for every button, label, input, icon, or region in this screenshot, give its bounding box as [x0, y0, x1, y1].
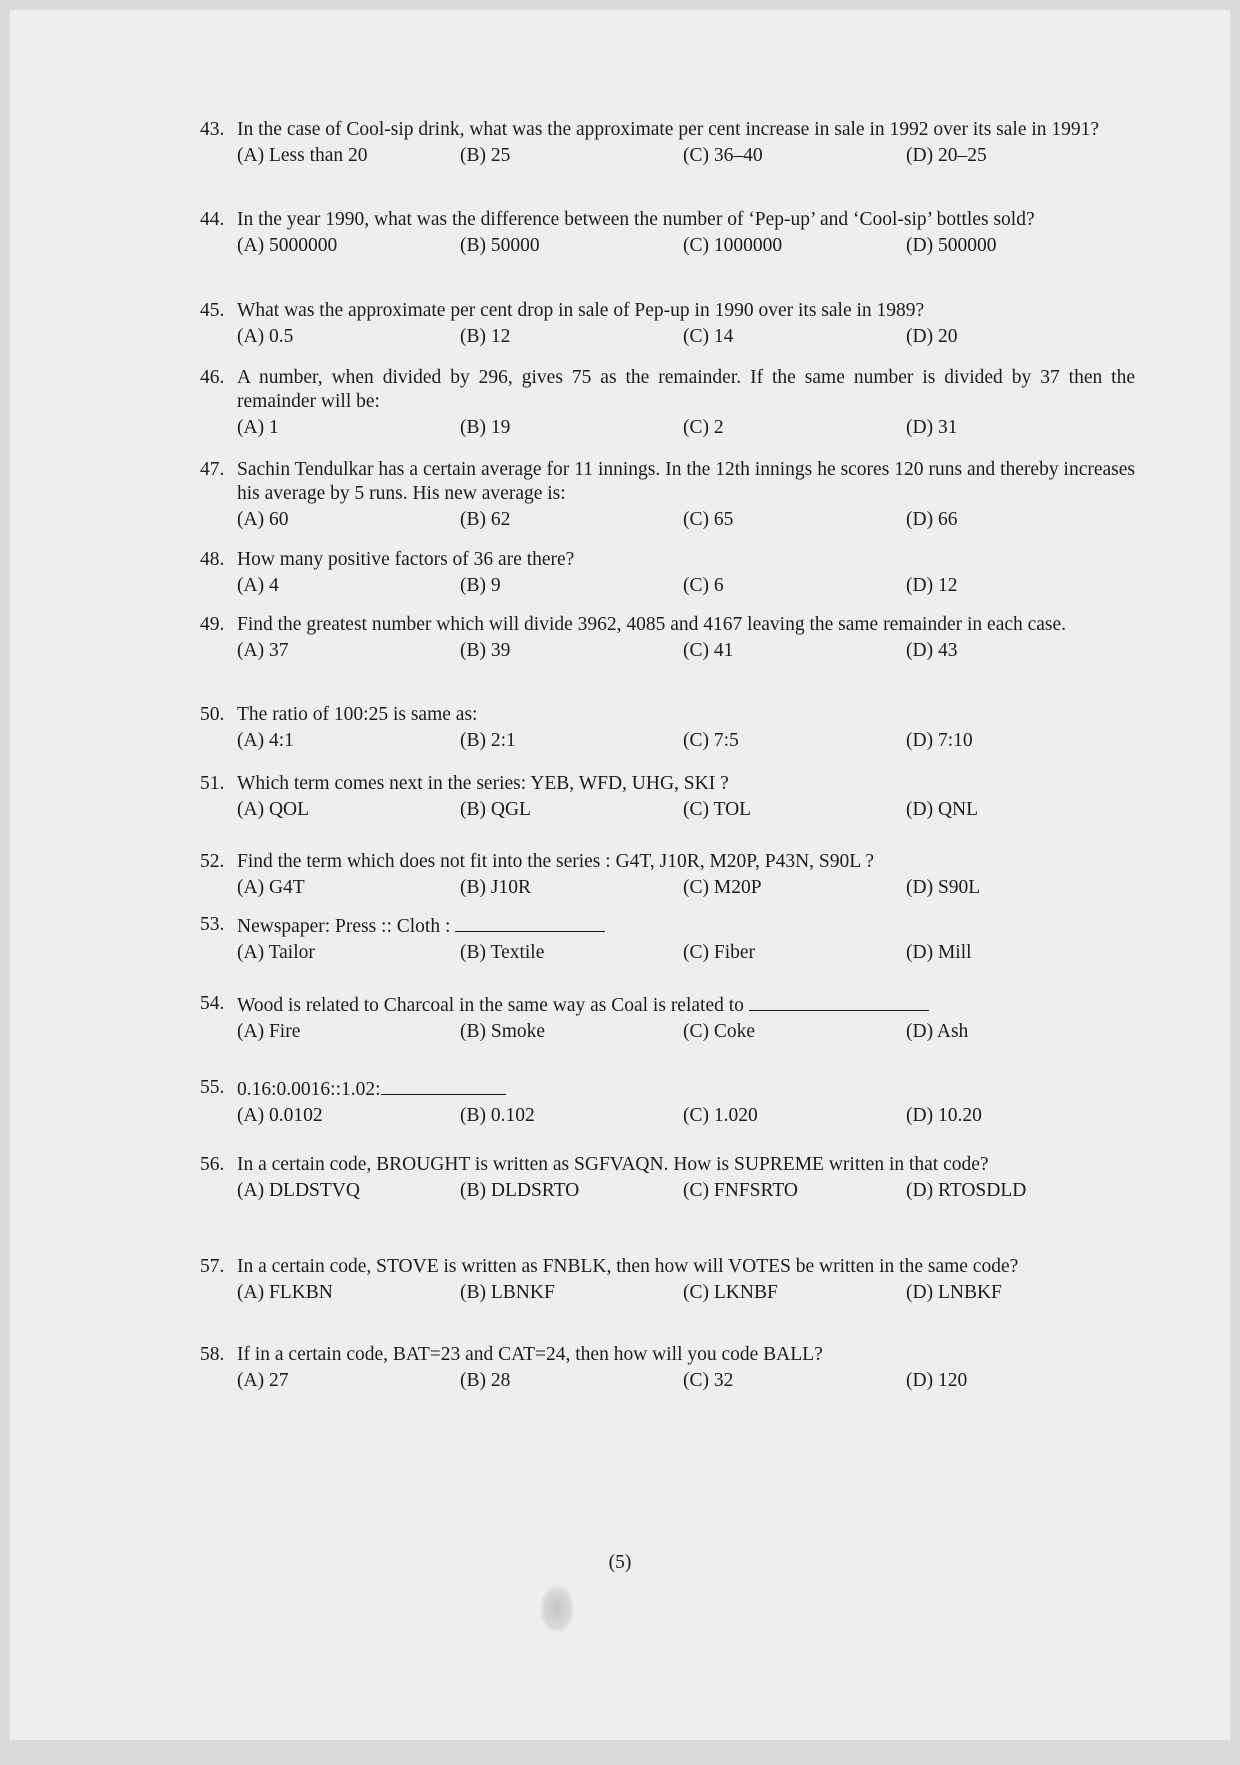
option-b: (B) 19: [460, 417, 511, 438]
question-45: [200, 299, 1135, 351]
option-b: (B) 0.102: [460, 1105, 535, 1126]
options-row: [200, 1369, 1135, 1395]
question-text: How many positive factors of 36 are there?: [237, 549, 575, 570]
question-56: [200, 1153, 1135, 1205]
question-text-content: Wood is related to Charcoal in the same way as Coal is related to: [237, 995, 744, 1016]
question-47: [200, 458, 1135, 534]
question-text: The ratio of 100:25 is same as:: [237, 704, 478, 725]
option-b: (B) Textile: [460, 942, 545, 963]
option-d: (D) 31: [906, 417, 958, 438]
options-row: [200, 1104, 1135, 1130]
question-number: 50.: [200, 704, 225, 725]
options-row: [200, 639, 1135, 665]
question-49: [200, 613, 1135, 665]
options-row: [200, 798, 1135, 824]
option-a: (A) DLDSTVQ: [237, 1180, 360, 1201]
answer-blank: [749, 992, 929, 1011]
option-c: (C) Fiber: [683, 942, 756, 963]
option-a: (A) Fire: [237, 1021, 301, 1042]
option-c: (C) 2: [683, 417, 724, 438]
question-57: [200, 1255, 1135, 1307]
question-43: [200, 118, 1135, 170]
option-b: (B) 50000: [460, 235, 540, 256]
option-a: (A) 60: [237, 509, 289, 530]
option-b: (B) Smoke: [460, 1021, 546, 1042]
question-text: [237, 913, 1135, 939]
option-d: (D) 7:10: [906, 730, 973, 751]
option-b: (B) 28: [460, 1370, 511, 1391]
option-d: (D) RTOSDLD: [906, 1180, 1027, 1201]
option-b: (B) 9: [460, 575, 501, 596]
ink-smudge: [540, 1585, 574, 1633]
option-c: (C) LKNBF: [683, 1282, 778, 1303]
option-c: (C) 32: [683, 1370, 734, 1391]
question-53: [200, 913, 1135, 967]
question-text-content: 0.16:0.0016::1.02:: [237, 1079, 381, 1100]
option-a: (A) Less than 20: [237, 145, 368, 166]
question-number: 47.: [200, 459, 225, 480]
option-a: (A) G4T: [237, 877, 305, 898]
question-text: Which term comes next in the series: YEB, WFD, UHG, SKI ?: [237, 773, 729, 794]
options-row: [200, 144, 1135, 170]
question-number: 45.: [200, 300, 225, 321]
option-b: (B) QGL: [460, 799, 531, 820]
page-number: (5): [608, 1552, 632, 1573]
option-c: (C) 6: [683, 575, 724, 596]
option-d: (D) 120: [906, 1370, 968, 1391]
option-c: (C) 7:5: [683, 730, 739, 751]
question-text: In a certain code, BROUGHT is written as SGFVAQN. How is SUPREME written in that code?: [237, 1154, 989, 1175]
option-b: (B) 2:1: [460, 730, 516, 751]
question-text: In the case of Cool-sip drink, what was the approximate per cent increase in sale in 1992 over its sale in 1991?: [237, 119, 1100, 140]
question-55: [200, 1076, 1135, 1130]
answer-blank: [381, 1076, 506, 1095]
question-number: 46.: [200, 367, 225, 388]
question-52: [200, 850, 1135, 902]
question-50: [200, 703, 1135, 755]
option-a: (A) Tailor: [237, 942, 315, 963]
option-a: (A) 4: [237, 575, 279, 596]
option-d: (D) Ash: [906, 1021, 969, 1042]
question-number: 52.: [200, 851, 225, 872]
option-c: (C) 1.020: [683, 1105, 758, 1126]
question-46: [200, 366, 1135, 442]
option-c: (C) FNFSRTO: [683, 1180, 798, 1201]
options-row: [200, 941, 1135, 967]
option-d: (D) 20: [906, 326, 958, 347]
question-number: 57.: [200, 1256, 225, 1277]
option-c: (C) 14: [683, 326, 734, 347]
question-text: Sachin Tendulkar has a certain average for 11 innings. In the 12th innings he scores 120 runs and thereby increases his average by 5 runs. His new average is:: [237, 459, 1135, 504]
question-48: [200, 548, 1135, 600]
question-number: 43.: [200, 119, 225, 140]
option-c: (C) TOL: [683, 799, 752, 820]
question-text: [237, 992, 1135, 1018]
option-b: (B) J10R: [460, 877, 531, 898]
question-text: Find the term which does not fit into the series : G4T, J10R, M20P, P43N, S90L ?: [237, 851, 874, 872]
option-a: (A) QOL: [237, 799, 310, 820]
option-a: (A) 0.0102: [237, 1105, 323, 1126]
options-row: [200, 1020, 1135, 1046]
question-text: In the year 1990, what was the difference between the number of ‘Pep-up’ and ‘Cool-sip’ bottles sold?: [237, 209, 1035, 230]
option-d: (D) 10.20: [906, 1105, 982, 1126]
option-b: (B) DLDSRTO: [460, 1180, 580, 1201]
option-b: (B) 12: [460, 326, 511, 347]
question-text: In a certain code, STOVE is written as FNBLK, then how will VOTES be written in the same code?: [237, 1256, 1019, 1277]
option-b: (B) 25: [460, 145, 511, 166]
option-a: (A) 4:1: [237, 730, 294, 751]
option-d: (D) 500000: [906, 235, 997, 256]
question-number: 51.: [200, 773, 225, 794]
exam-page: [10, 10, 1230, 1740]
question-text: A number, when divided by 296, gives 75 as the remainder. If the same number is divided by 37 then the remainder will be:: [237, 367, 1135, 412]
options-row: [200, 1179, 1135, 1205]
option-b: (B) 62: [460, 509, 511, 530]
options-row: [200, 325, 1135, 351]
option-d: (D) LNBKF: [906, 1282, 1002, 1303]
options-row: [200, 234, 1135, 260]
option-c: (C) 41: [683, 640, 734, 661]
option-c: (C) 1000000: [683, 235, 783, 256]
options-row: [200, 876, 1135, 902]
options-row: [200, 574, 1135, 600]
option-d: (D) S90L: [906, 877, 981, 898]
option-d: (D) QNL: [906, 799, 979, 820]
option-d: (D) 43: [906, 640, 958, 661]
question-number: 48.: [200, 549, 225, 570]
option-d: (D) 66: [906, 509, 958, 530]
option-a: (A) 37: [237, 640, 289, 661]
option-a: (A) 1: [237, 417, 279, 438]
option-a: (A) 27: [237, 1370, 289, 1391]
option-c: (C) 36–40: [683, 145, 763, 166]
option-d: (D) 12: [906, 575, 958, 596]
option-a: (A) FLKBN: [237, 1282, 333, 1303]
option-a: (A) 5000000: [237, 235, 338, 256]
question-text-content: Newspaper: Press :: Cloth :: [237, 916, 451, 937]
question-number: 58.: [200, 1344, 225, 1365]
option-b: (B) 39: [460, 640, 511, 661]
question-58: [200, 1343, 1135, 1395]
answer-blank: [455, 913, 605, 932]
question-number: 44.: [200, 209, 225, 230]
question-text: Find the greatest number which will divide 3962, 4085 and 4167 leaving the same remainder in each case.: [237, 614, 1067, 635]
options-row: [200, 1281, 1135, 1307]
question-number: 56.: [200, 1154, 225, 1175]
option-b: (B) LBNKF: [460, 1282, 555, 1303]
question-54: [200, 992, 1135, 1046]
question-number: 53.: [200, 914, 225, 935]
question-number: 54.: [200, 993, 225, 1014]
question-text: If in a certain code, BAT=23 and CAT=24, then how will you code BALL?: [237, 1344, 823, 1365]
option-d: (D) 20–25: [906, 145, 987, 166]
question-number: 55.: [200, 1077, 225, 1098]
question-text: What was the approximate per cent drop in sale of Pep-up in 1990 over its sale in 1989?: [237, 300, 925, 321]
question-number: 49.: [200, 614, 225, 635]
option-c: (C) Coke: [683, 1021, 756, 1042]
options-row: [200, 508, 1135, 534]
options-row: [200, 416, 1135, 442]
option-d: (D) Mill: [906, 942, 972, 963]
question-44: [200, 208, 1135, 260]
question-51: [200, 772, 1135, 824]
option-c: (C) M20P: [683, 877, 762, 898]
question-text: [237, 1076, 1135, 1102]
options-row: [200, 729, 1135, 755]
option-a: (A) 0.5: [237, 326, 294, 347]
option-c: (C) 65: [683, 509, 734, 530]
